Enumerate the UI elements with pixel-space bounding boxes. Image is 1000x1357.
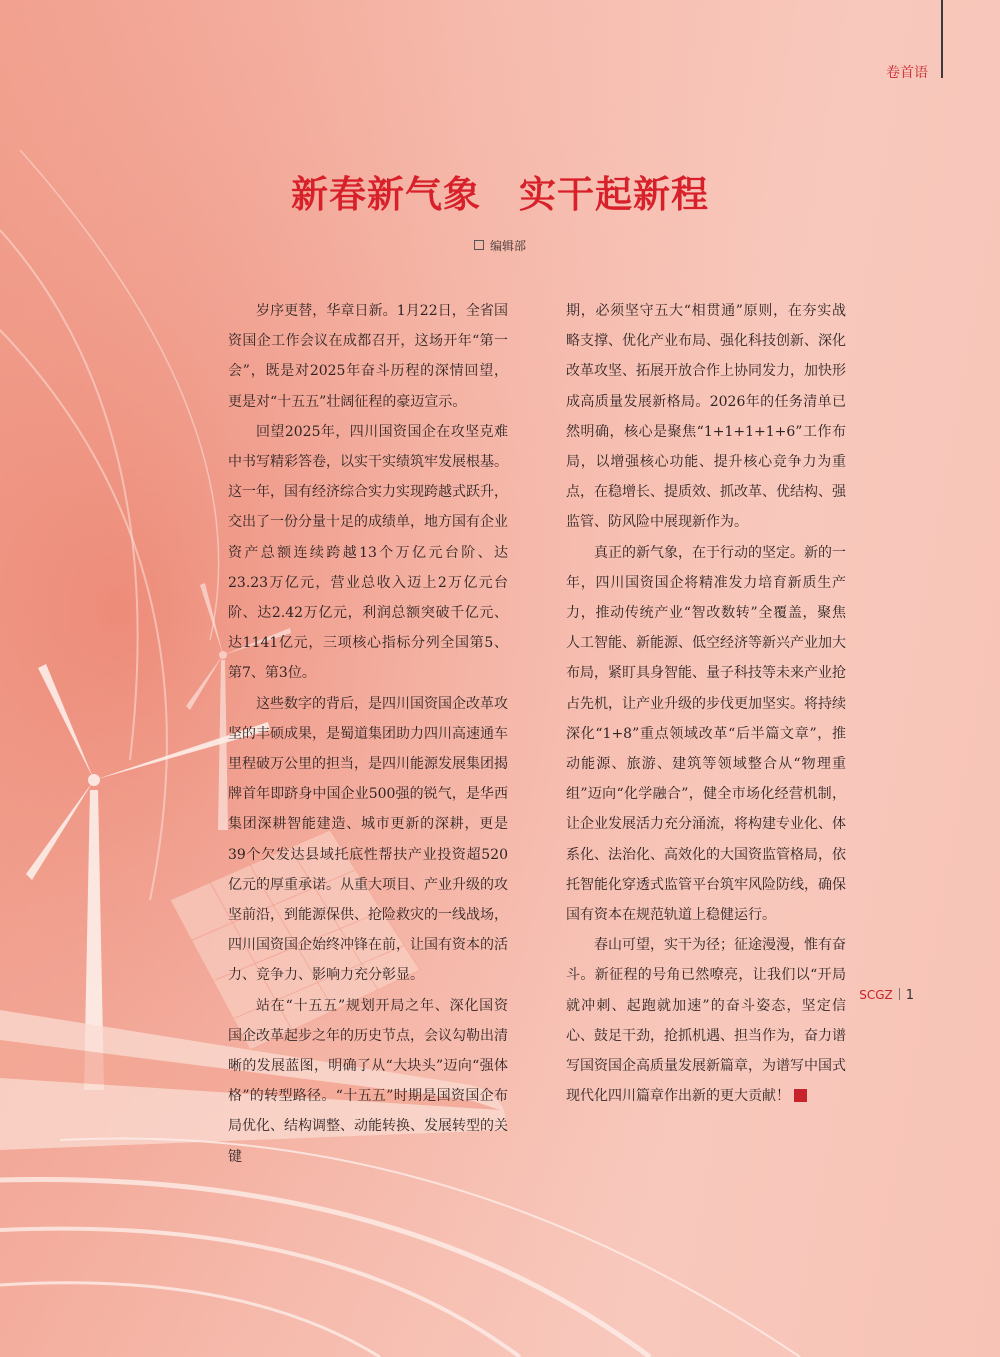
paragraph: 真正的新气象，在于行动的坚定。新的一年，四川国资国企将精准发力培育新质生产力，推动传统产业“智改数转”全覆盖，聚焦人工智能、新能源、低空经济等新兴产业加大布局，紧盯具身智能、量子科技等未来产业抢占先机，让产业升级的步伐更加坚实。将持续深化“1+8”重点领域改革“后半篇文章”，推动能源、旅游、建筑等领域整合从“物理重组”迈向“化学融合”，健全市场化经营机制，让企业发展活力充分涌流，将构建专业化、体系化、法治化、高效化的大国资监管格局，依托智能化穿透式监管平台筑牢风险防线，确保国有资本在规范轨道上稳健运行。 xyxy=(566,544,846,924)
text-column-left xyxy=(228,296,508,1172)
end-mark-icon xyxy=(794,1089,807,1102)
text-column-right xyxy=(566,296,846,1111)
top-rule xyxy=(941,0,943,78)
journal-abbrev: SCGZ xyxy=(859,988,893,1002)
paragraph-text: 春山可望，实干为径；征途漫漫，惟有奋斗。新征程的号角已然嘹亮，让我们以“开局就冲刺、起跑就加速”的奋斗姿态，坚定信心、鼓足干劲，抢抓机遇、担当作为，奋力谱写国资国企高质量发展新篇章，为谱写中国式现代化四川篇章作出新的更大贡献！ xyxy=(566,937,846,1105)
paragraph-continuation: 期，必须坚守五大“相贯通”原则，在夯实战略支撑、优化产业布局、强化科技创新、深化改革攻坚、拓展开放合作上协同发力，加快形成高质量发展新格局。2026年的任务清单已然明确，核心是聚焦“1+1+1+1+6”工作布局，以增强核心功能、提升核心竞争力为重点，在稳增长、提质效、抓改革、优结构、强监管、防风险中展现新作为。 xyxy=(566,303,846,531)
byline-box-icon xyxy=(474,240,484,250)
footer-separator xyxy=(899,988,900,1000)
page-footer xyxy=(859,988,914,1003)
section-label: 卷首语 xyxy=(886,65,928,81)
paragraph: 这些数字的背后，是四川国资国企改革攻坚的丰硕成果，是蜀道集团助力四川高速通车里程破万公里的担当，是四川能源发展集团揭牌首年即跻身中国企业500强的锐气，是华西集团深耕智能建造、城市更新的深耕，更是39个欠发达县域托底性帮扶产业投资超520亿元的厚重承诺。从重大项目、产业升级的攻坚前沿，到能源保供、抢险救灾的一线战场，四川国资国企始终冲锋在前，让国有资本的活力、竞争力、影响力充分彰显。 xyxy=(228,695,508,984)
paragraph: 岁序更替，华章日新。1月22日，全省国资国企工作会议在成都召开，这场开年“第一会”，既是对2025年奋斗历程的深情回望，更是对“十五五”壮阔征程的豪迈宣示。 xyxy=(228,303,508,410)
byline xyxy=(0,237,1000,254)
page-number: 1 xyxy=(905,988,914,1003)
byline-text: 编辑部 xyxy=(489,239,526,253)
paragraph: 回望2025年，四川国资国企在攻坚克难中书写精彩答卷，以实干实绩筑牢发展根基。这一年，国有经济综合实力实现跨越式跃升，交出了一份分量十足的成绩单，地方国有企业资产总额连续跨越13个万亿元台阶、达23.23万亿元，营业总收入迈上2万亿元台阶、达2.42万亿元，利润总额突破千亿元、达1141亿元，三项核心指标分列全国第5、第7、第3位。 xyxy=(228,423,508,682)
paragraph-last xyxy=(566,930,846,1111)
article-title: 新春新气象 实干起新程 xyxy=(291,173,709,216)
paragraph: 站在“十五五”规划开局之年、深化国资国企改革起步之年的历史节点，会议勾勒出清晰的发展蓝图，明确了从“大块头”迈向“强体格”的转型路径。“十五五”时期是国资国企布局优化、结构调整、动能转换、发展转型的关键 xyxy=(228,997,508,1165)
